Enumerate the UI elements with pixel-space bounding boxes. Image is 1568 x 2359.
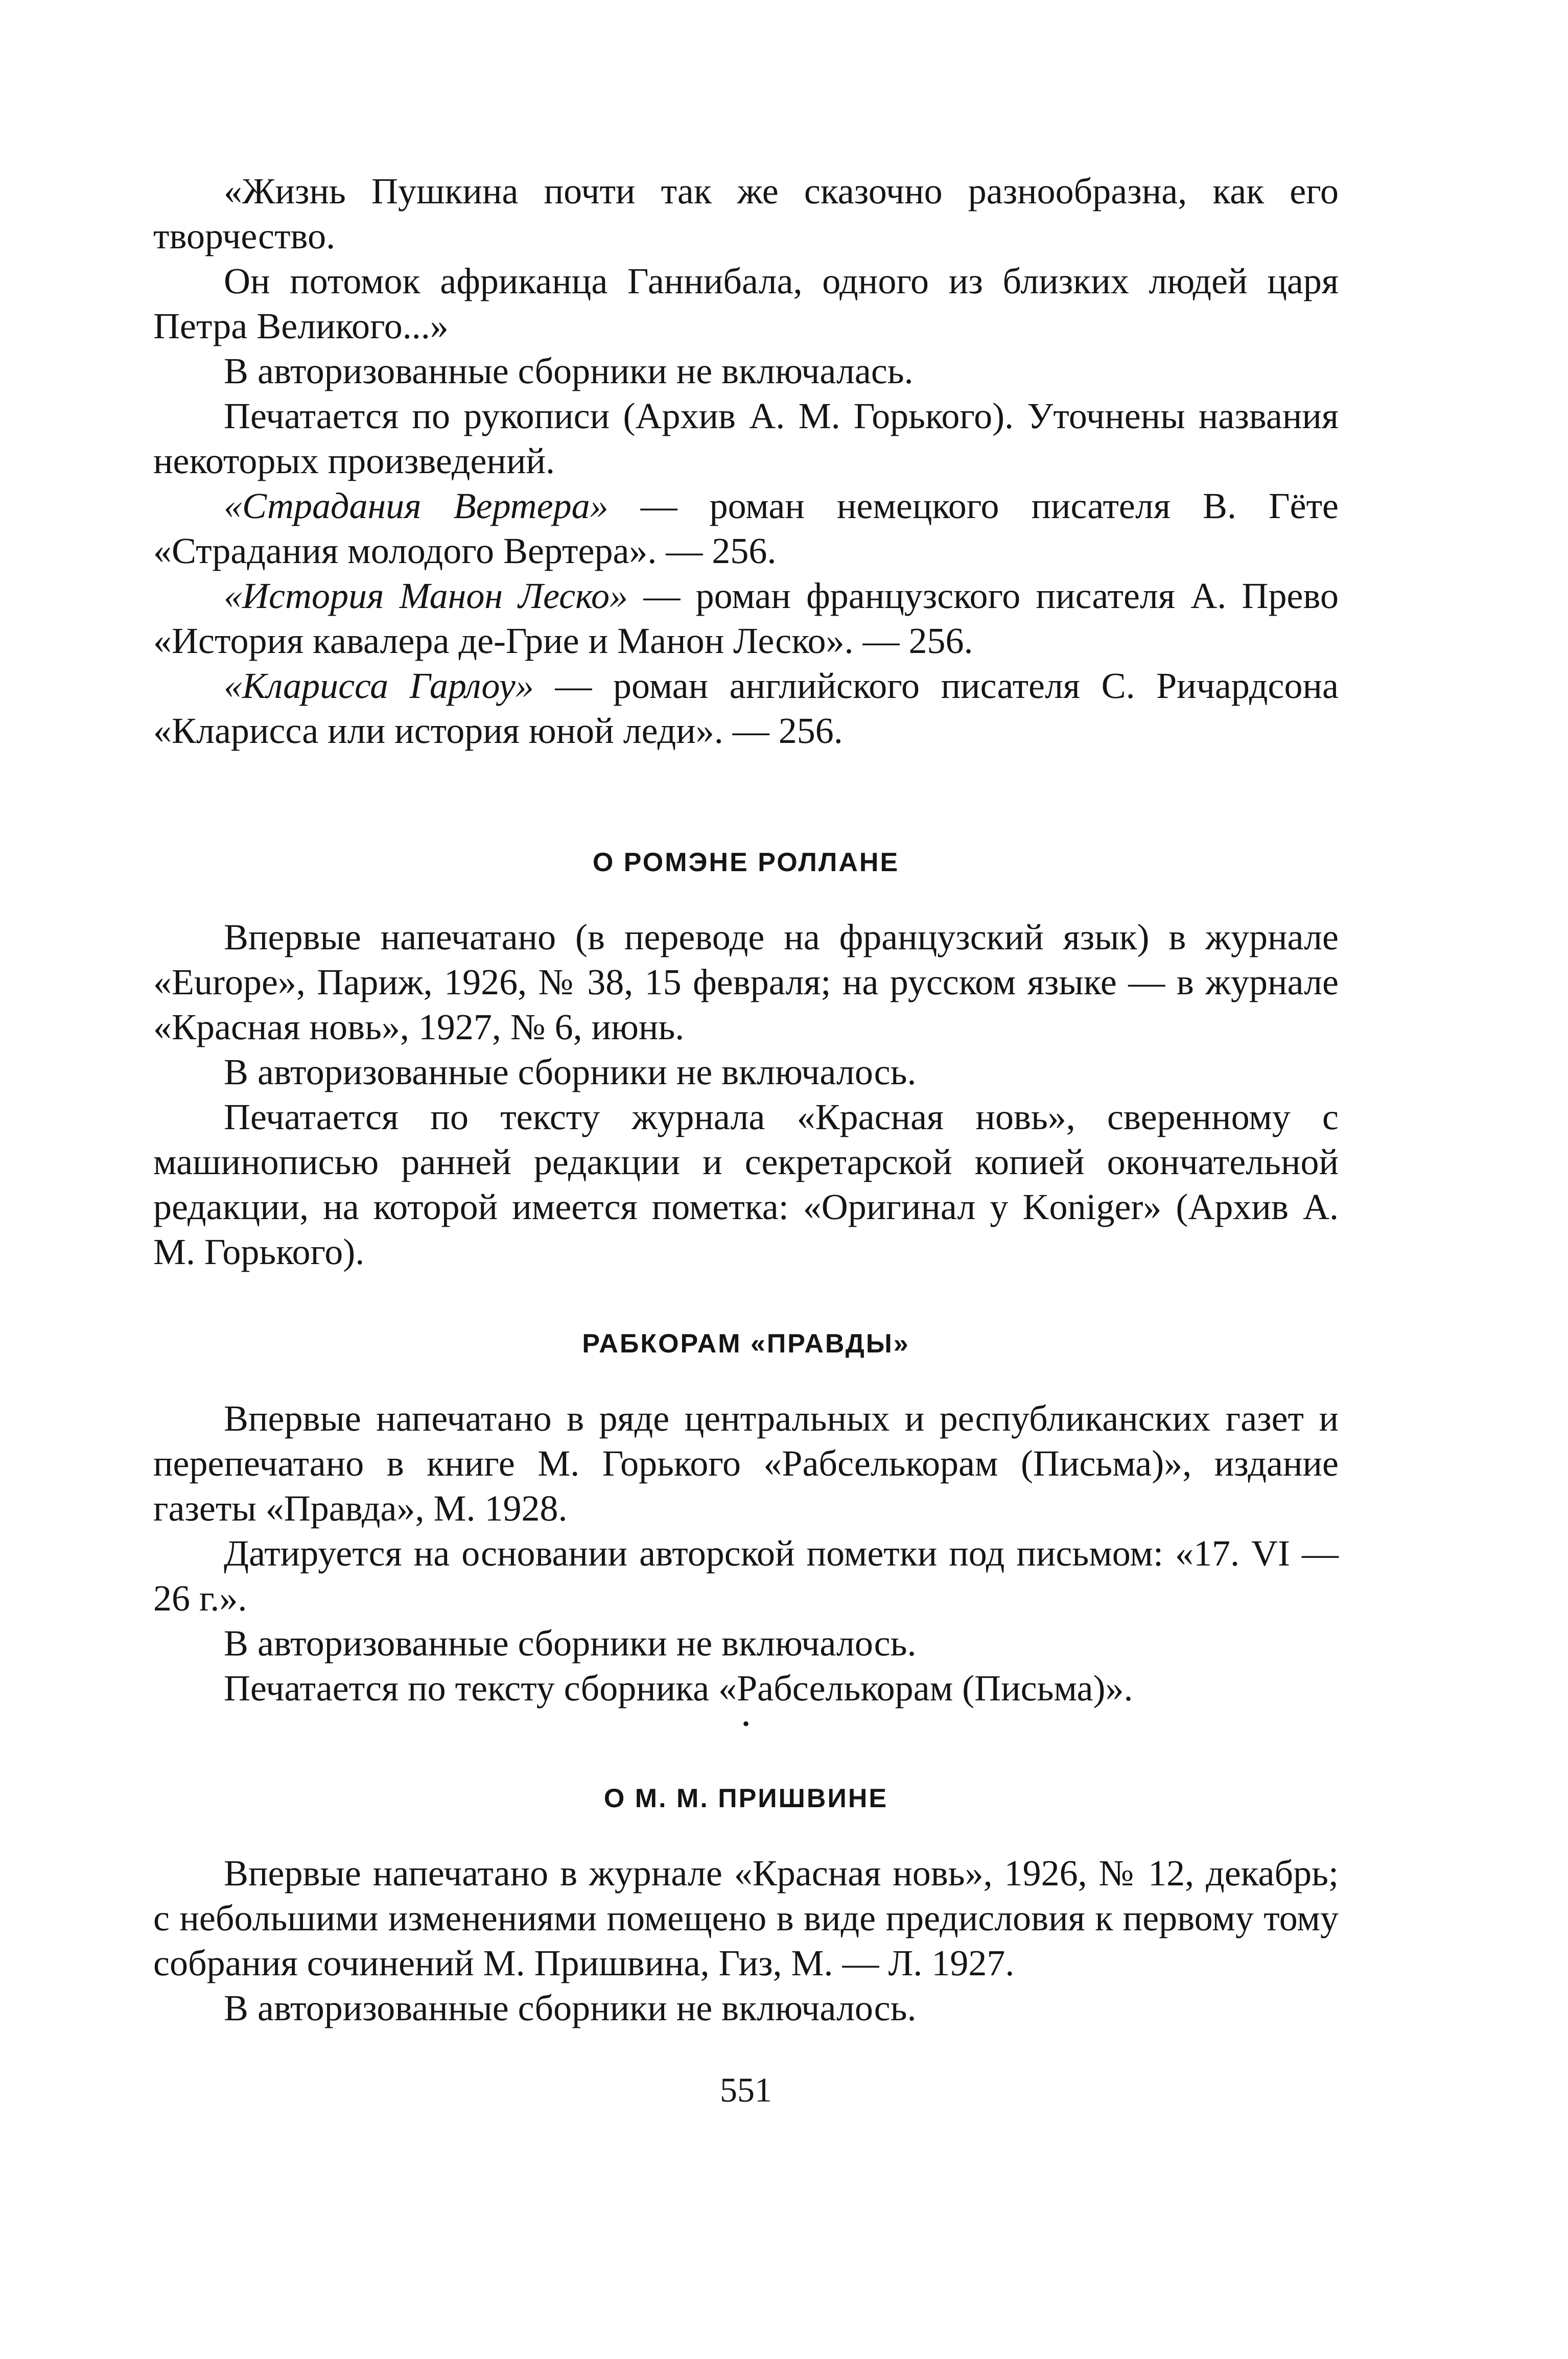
note-title: «Кларисса Гарлоу» xyxy=(224,665,534,706)
note-werther xyxy=(153,483,1339,573)
quote-paragraph-1: «Жизнь Пушкина почти так же сказочно разнообразна, как его творчество. xyxy=(153,171,1339,256)
rolland-paragraph-1: Впервые напечатано (в переводе на французский язык) в журнале «Europe», Париж, 1926, № 38, 15 февраля; на русском языке — в журнале «Красная новь», 1927, № 6, июнь. xyxy=(153,917,1339,1047)
note-clarissa xyxy=(153,663,1339,753)
section-separator-dot: • xyxy=(742,1712,750,1735)
rabkoram-paragraph-4: Печатается по тексту сборника «Рабселькорам (Письма)». xyxy=(224,1668,1133,1709)
section-heading-prishvin: О М. М. ПРИШВИНЕ xyxy=(603,1784,888,1813)
quote-paragraph-2: Он потомок африканца Ганнибала, одного из близких людей царя Петра Великого...» xyxy=(153,261,1339,346)
rabkoram-paragraph-1: Впервые напечатано в ряде центральных и республиканских газет и перепечатано в книге М. Горького «Рабселькорам (Письма)», издание газеты «Правда», М. 1928. xyxy=(153,1398,1339,1529)
not-included-note: В авторизованные сборники не включалась. xyxy=(224,351,914,391)
note-text: — роман немецкого писателя В. Гёте «Страдания молодого Вертера». — 256. xyxy=(153,485,1339,571)
note-title: «Страдания Вертера» xyxy=(224,485,609,526)
rabkoram-paragraph-3: В авторизованные сборники не включалось. xyxy=(224,1623,917,1664)
prishvin-paragraph-2: В авторизованные сборники не включалось. xyxy=(224,1988,917,2028)
section-heading-rabkoram: РАБКОРАМ «ПРАВДЫ» xyxy=(582,1329,910,1359)
rabkoram-paragraph-2: Датируется на основании авторской пометки под письмом: «17. VI — 26 г.». xyxy=(153,1533,1339,1619)
prishvin-paragraph-1: Впервые напечатано в журнале «Красная новь», 1926, № 12, декабрь; с небольшими изменениями помещено в виде предисловия к первому тому собрания сочинений М. Пришвина, Гиз, М. — Л. 1927. xyxy=(153,1853,1339,1983)
note-manon xyxy=(153,573,1339,663)
note-text: — роман французского писателя А. Прево «История кавалера де-Грие и Манон Леско». — 256. xyxy=(153,575,1339,661)
page-number: 551 xyxy=(720,2070,772,2109)
book-page xyxy=(153,169,1339,2112)
note-title: «История Манон Леско» xyxy=(224,575,628,616)
section-heading-rolland: О РОМЭНЕ РОЛЛАНЕ xyxy=(592,848,900,877)
rolland-paragraph-2: В авторизованные сборники не включалось. xyxy=(224,1052,917,1092)
rolland-paragraph-3: Печатается по тексту журнала «Красная новь», сверенному с машинописью ранней редакции и секретарской копией окончательной редакции, на которой имеется пометка: «Оригинал у Koniger» (Архив А. М. Горького). xyxy=(153,1096,1339,1272)
printed-from-note: Печатается по рукописи (Архив А. М. Горького). Уточнены названия некоторых произведений. xyxy=(153,395,1339,481)
note-text: — роман английского писателя С. Ричардсона «Кларисса или история юной леди». — 256. xyxy=(153,665,1339,751)
